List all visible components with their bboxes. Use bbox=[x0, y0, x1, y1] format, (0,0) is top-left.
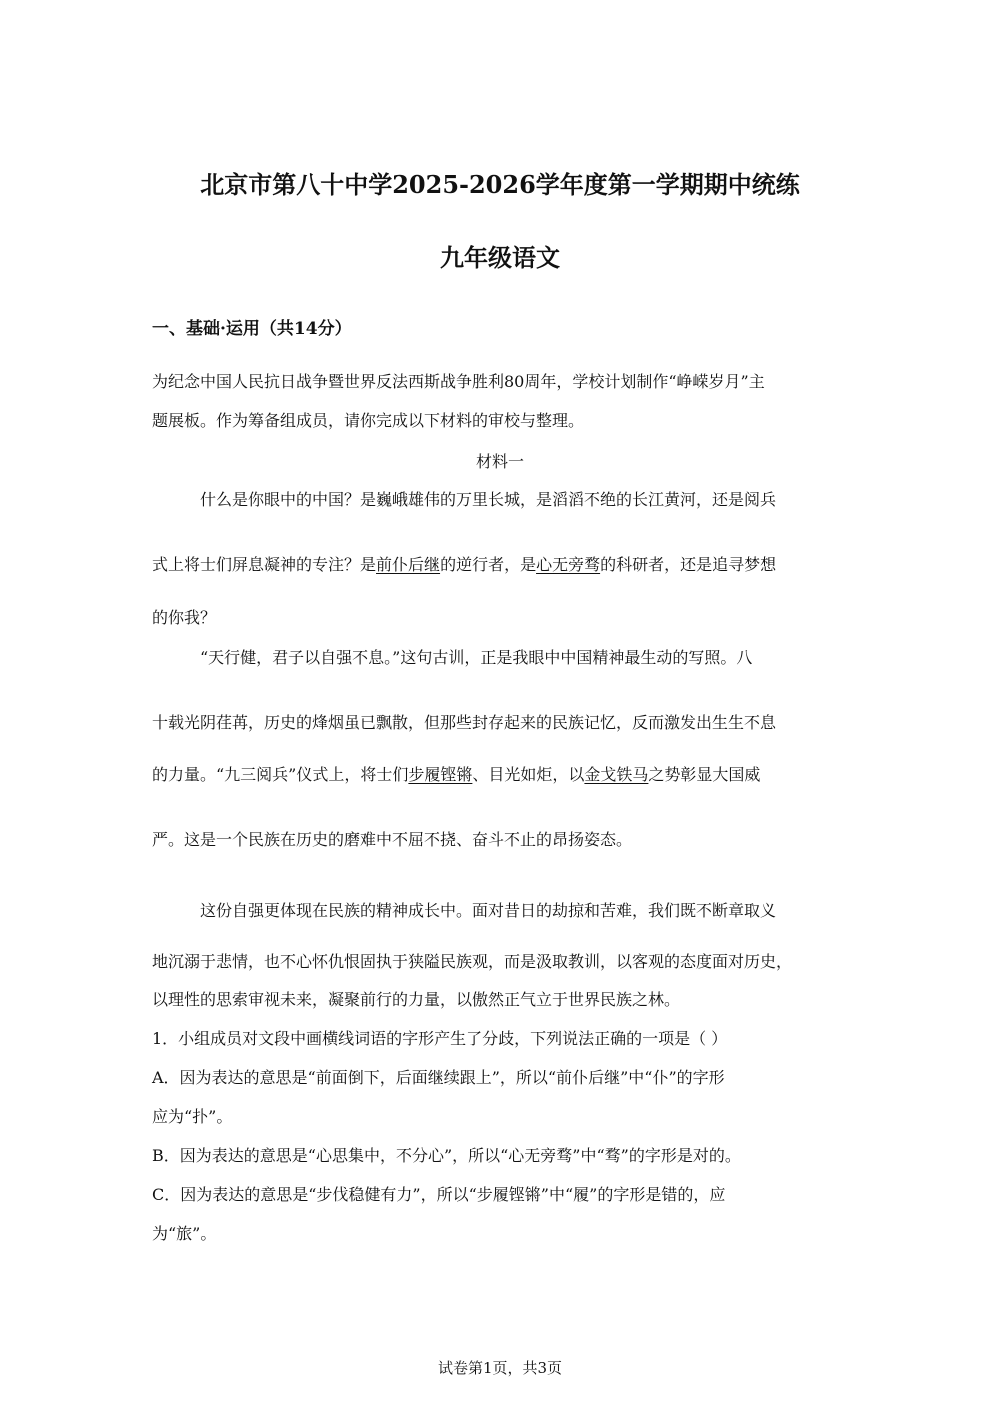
document-subtitle: 九年级语文 bbox=[440, 243, 560, 272]
text-segment: 式上将士们 bbox=[152, 555, 233, 574]
phrase-pingxi-ningshen: 屏息凝神 bbox=[232, 555, 297, 574]
material-p2-line-2 bbox=[152, 712, 852, 734]
underlined-phrase: 步履铿锵 bbox=[408, 765, 473, 784]
phrase-buqu-bunao: 不屈不挠 bbox=[392, 830, 457, 849]
underlined-phrase: 前仆后继 bbox=[376, 555, 441, 574]
text-segment: 十载光阴荏苒，历史的烽烟虽已飘散，但那些封存起来的民族记忆，反而激发出 bbox=[152, 713, 713, 732]
intro-line-2: 题展板。作为筹备组成员，请你完成以下材料的审校与整理。 bbox=[152, 411, 585, 430]
option-a-line-2: 应为“扑”。 bbox=[152, 1107, 233, 1126]
underlined-phrase: 金戈铁马 bbox=[584, 765, 649, 784]
material-p1-line-3: 的你我？ bbox=[152, 608, 217, 627]
text-segment: 、目光如炬，以 bbox=[472, 765, 585, 784]
text-segment: 这份自强更体现在民族的精神成长中。面对昔日的劫掠和苦难，我们既不 bbox=[200, 901, 713, 920]
option-a-line-1: A．因为表达的意思是“前面倒下，后面继续跟上”，所以“前仆后继”中“仆”的字形 bbox=[152, 1068, 725, 1087]
option-c-line-2: 为“旅”。 bbox=[152, 1224, 217, 1243]
material-p2-line-1: “天行健，君子以自强不息。”这句古训，正是我眼中中国精神最生动的写照。八 bbox=[200, 648, 753, 667]
question-1-stem: 1．小组成员对文段中画横线词语的字形产生了分歧，下列说法正确的一项是（ ） bbox=[152, 1029, 728, 1048]
text-segment: 的力量。“九三阅兵”仪式上，将士们 bbox=[152, 765, 409, 784]
underlined-phrase: 心无旁骛 bbox=[536, 555, 601, 574]
material-p2-line-4 bbox=[152, 829, 852, 851]
text-segment: 、奋斗不止的昂扬姿态。 bbox=[456, 830, 633, 849]
material-p3-line-2: 地沉溺于悲情，也不心怀仇恨固执于狭隘民族观，而是汲取教训，以客观的态度面对历史， bbox=[152, 952, 793, 971]
option-c-line-1: C．因为表达的意思是“步伐稳健有力”，所以“步履铿锵”中“履”的字形是错的，应 bbox=[152, 1185, 726, 1204]
material-label: 材料一 bbox=[475, 452, 524, 471]
option-b: B．因为表达的意思是“心思集中，不分心”，所以“心无旁骛”中“骛”的字形是对的。 bbox=[152, 1146, 741, 1165]
text-segment: 之势彰显大国威 bbox=[648, 765, 761, 784]
text-segment: 的逆行者，是 bbox=[440, 555, 537, 574]
material-p3-line-1 bbox=[200, 900, 900, 922]
material-p1-line-1: 什么是你眼中的中国？是巍峨雄伟的万里长城，是滔滔不绝的长江黄河，还是阅兵 bbox=[200, 490, 777, 509]
phrase-shengsheng-buxi: 生生不息 bbox=[712, 713, 777, 732]
material-p2-line-3 bbox=[152, 764, 852, 786]
phrase-duanzhang-quyi: 断章取义 bbox=[712, 901, 777, 920]
page-footer: 试卷第1页，共3页 bbox=[437, 1359, 563, 1377]
material-p1-line-2 bbox=[152, 554, 852, 576]
intro-line-1: 为纪念中国人民抗日战争暨世界反法西斯战争胜利80周年，学校计划制作“峥嵘岁月”主 bbox=[152, 372, 765, 391]
text-segment: 的科研者，还是追寻梦想 bbox=[600, 555, 777, 574]
material-p3-line-3: 以理性的思索审视未来，凝聚前行的力量，以傲然正气立于世界民族之林。 bbox=[152, 990, 681, 1009]
document-title: 北京市第八十中学2025-2026学年度第一学期期中统练 bbox=[200, 170, 800, 199]
section-heading: 一、基础·运用（共14分） bbox=[152, 319, 352, 339]
text-segment: 严。这是一个民族在历史的磨难中 bbox=[152, 830, 393, 849]
text-segment: 的专注？是 bbox=[296, 555, 377, 574]
